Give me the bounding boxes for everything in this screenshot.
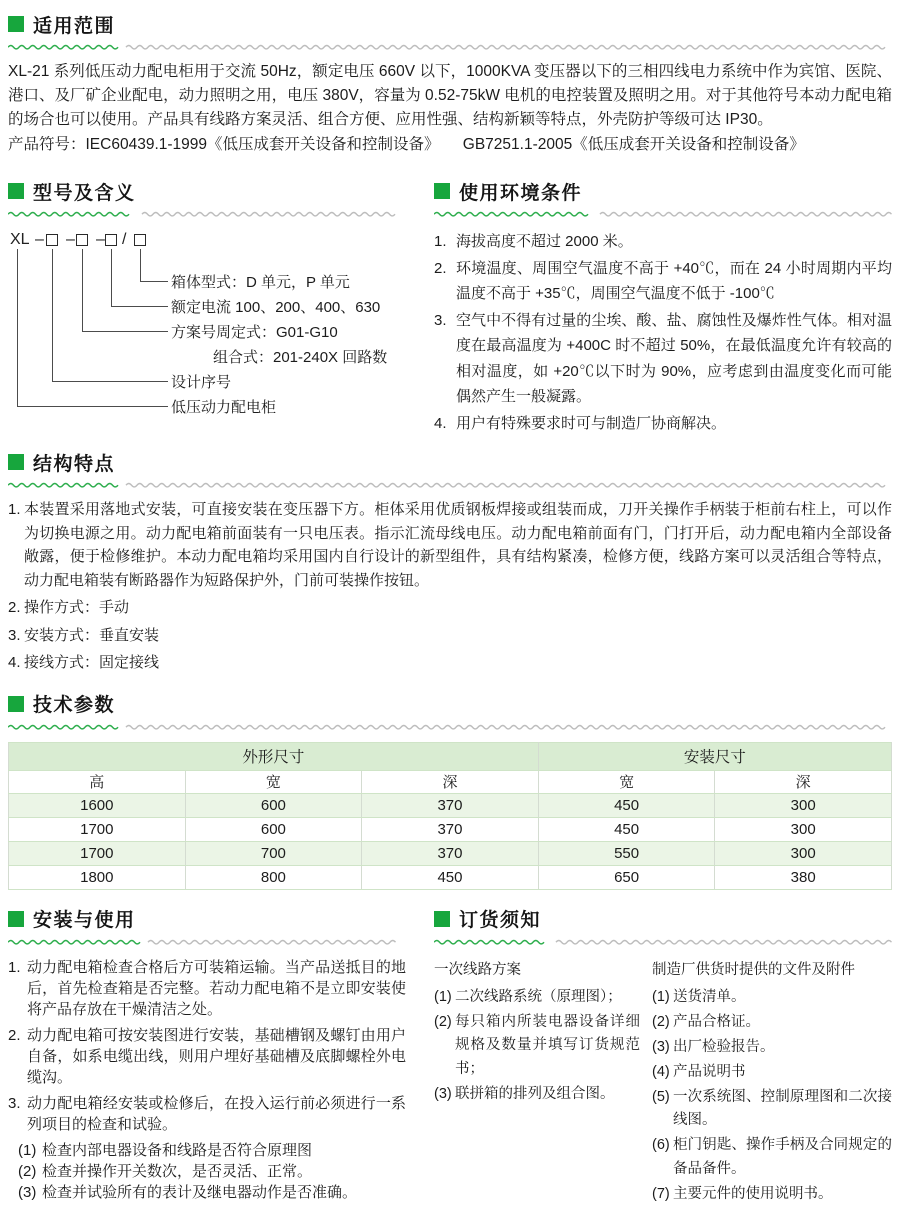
wavy-divider	[8, 210, 406, 218]
item-number: 3.	[8, 626, 21, 644]
code-label: 低压动力配电柜	[171, 399, 277, 416]
code-placeholder-box	[134, 234, 146, 246]
install-sub-list	[18, 1140, 406, 1203]
square-bullet-icon	[8, 696, 24, 712]
code-placeholder-box	[76, 234, 88, 246]
item-number: (2)	[18, 1162, 37, 1180]
section-tech	[8, 693, 892, 890]
table-cell: 300	[715, 817, 892, 841]
list-item	[8, 957, 406, 1020]
item-number: 2.	[8, 599, 21, 616]
install-list	[8, 957, 406, 1203]
ordering-subheading: 一次线路方案	[434, 961, 521, 978]
list-item	[652, 986, 892, 1010]
item-number: (6)	[652, 1137, 670, 1153]
list-item	[434, 1011, 640, 1082]
list-item	[434, 256, 892, 307]
table-cell: 380	[715, 865, 892, 889]
table-cell: 1800	[9, 865, 186, 889]
item-text: 用户有特殊要求时可与制造厂协商解决。	[456, 414, 727, 432]
table-cell: 550	[538, 841, 715, 865]
list-item	[434, 986, 640, 1010]
table-header-row	[9, 770, 892, 793]
item-number: 3.	[8, 1094, 21, 1112]
square-bullet-icon	[8, 911, 24, 927]
wavy-divider	[8, 481, 892, 489]
section-header	[8, 693, 892, 715]
table-cell: 650	[538, 865, 715, 889]
table-cell: 300	[715, 841, 892, 865]
code-dash: –	[35, 231, 44, 248]
code-dash: –	[66, 231, 75, 248]
table-cell: 450	[538, 793, 715, 817]
item-text: 检查并试验所有的表计及继电器动作是否准确。	[42, 1183, 358, 1201]
section-header	[8, 451, 892, 473]
list-item	[652, 1134, 892, 1181]
item-text: 柜门钥匙、操作手柄及合同规定的备品备件。	[673, 1137, 892, 1177]
code-label: 方案号周定式：G01-G10	[171, 324, 338, 341]
code-placeholder-box	[105, 234, 117, 246]
list-item	[8, 651, 892, 675]
item-text: 安装方式：垂直安装	[24, 626, 160, 644]
ordering-right-column	[652, 958, 892, 1208]
list-item	[652, 1011, 892, 1035]
section-header	[8, 908, 406, 930]
list-item	[8, 1093, 406, 1135]
environment-list	[434, 229, 892, 436]
table-cell: 1700	[9, 817, 186, 841]
table-cell: 宽	[185, 770, 362, 793]
item-text: 二次线路系统（原理图）；	[455, 988, 622, 1005]
item-number: (3)	[652, 1038, 670, 1055]
table-cell: 外形尺寸	[9, 742, 539, 770]
section-header	[8, 13, 892, 35]
list-item	[8, 498, 892, 592]
item-text: 操作方式：手动	[24, 599, 130, 616]
item-text: 一次系统图、控制原理图和二次接线图。	[673, 1088, 892, 1128]
item-number: 4.	[434, 414, 447, 432]
code-placeholder-box	[46, 234, 58, 246]
item-text: 每只箱内所装电器设备详细规格及数量并填写订货规范书；	[455, 1013, 640, 1077]
table-group-header-row	[9, 742, 892, 770]
square-bullet-icon	[8, 16, 24, 32]
item-text: 动力配电箱可按安装图进行安装，基础槽钢及螺钉由用户自备，如系电缆出线，则用户埋好基础槽及底脚螺栓外电缆沟。	[27, 1026, 406, 1086]
table-cell: 600	[185, 793, 362, 817]
section-title: 安装与使用	[33, 910, 136, 931]
code-label: 额定电流 100、200、400、630	[171, 299, 381, 316]
wavy-divider	[8, 723, 892, 731]
table-cell: 宽	[538, 770, 715, 793]
table-row	[9, 841, 892, 865]
item-text: 联拼箱的排列及组合图。	[455, 1085, 615, 1102]
section-model	[8, 180, 406, 437]
item-number: (1)	[652, 988, 670, 1005]
code-prefix: XL	[10, 231, 30, 248]
item-text: 环境温度、周围空气温度不高于 +40℃，而在 24 小时周期内平均温度不高于 +35℃，周围空气温度不低于 -100℃	[456, 259, 892, 302]
code-label: 箱体型式：D 单元，P 单元	[171, 274, 350, 291]
section-environment	[434, 180, 892, 437]
item-number: (7)	[652, 1185, 670, 1202]
item-text: 送货清单。	[673, 988, 746, 1005]
item-number: 1.	[8, 501, 21, 518]
wavy-divider	[8, 43, 892, 51]
square-bullet-icon	[434, 183, 450, 199]
table-cell: 安装尺寸	[538, 742, 891, 770]
item-number: (3)	[434, 1085, 452, 1102]
table-cell: 800	[185, 865, 362, 889]
ordering-left-column	[434, 958, 640, 1208]
section-scope	[8, 13, 892, 157]
connector-line	[17, 249, 168, 407]
list-item	[18, 1140, 406, 1161]
table-cell: 370	[362, 817, 539, 841]
table-cell: 600	[185, 817, 362, 841]
list-item	[434, 229, 892, 255]
model-code-diagram	[8, 231, 406, 427]
item-text: 检查并操作开关数次，是否灵活、正常。	[42, 1162, 313, 1180]
item-number: (1)	[18, 1141, 37, 1159]
list-item	[8, 596, 892, 620]
list-item	[652, 1183, 892, 1207]
middle-row	[8, 180, 892, 437]
table-cell: 450	[538, 817, 715, 841]
wavy-divider	[434, 210, 892, 218]
item-text: 主要元件的使用说明书。	[673, 1185, 833, 1202]
table-cell: 700	[185, 841, 362, 865]
section-ordering	[434, 908, 892, 1208]
item-text: 产品说明书	[673, 1063, 746, 1080]
list-item	[652, 1086, 892, 1133]
section-title: 订货须知	[459, 910, 542, 931]
table-cell: 1700	[9, 841, 186, 865]
scope-paragraph: XL-21 系列低压动力配电柜用于交流 50Hz，额定电压 660V 以下，1000KVA 变压器以下的三相四线电力系统中作为宾馆、医院、港口、及厂矿企业配电，动力照明之用，电压 380V，容量为 0.52-75kW 电机的电控装置及照明之用。对于其他符号本动力配电箱的场合也可以使用。产品具有线路方案灵活、组合方便、应用性强、结构新颖等特点，外壳防护等级可达 IP30。	[8, 63, 892, 128]
item-text: 接线方式：固定接线	[24, 654, 160, 671]
code-label: 组合式：201-240X 回路数	[213, 349, 388, 366]
spec-table	[8, 742, 892, 890]
item-number: (3)	[18, 1183, 37, 1201]
section-title: 使用环境条件	[459, 182, 583, 204]
item-number: 1.	[434, 233, 447, 250]
item-text: 检查内部电器设备和线路是否符合原理图	[42, 1141, 313, 1159]
item-number: 1.	[8, 958, 21, 976]
section-title: 技术参数	[33, 695, 116, 716]
list-item	[652, 1036, 892, 1060]
table-row	[9, 865, 892, 889]
table-cell: 370	[362, 793, 539, 817]
code-slash: /	[122, 231, 127, 248]
item-text: 产品合格证。	[673, 1013, 760, 1030]
section-structure	[8, 451, 892, 675]
item-number: 3.	[434, 311, 447, 329]
list-item	[434, 411, 892, 437]
item-text: 海拔高度不超过 2000 米。	[456, 233, 633, 250]
item-number: 2.	[8, 1026, 21, 1044]
section-header	[8, 180, 406, 202]
item-number: (1)	[434, 988, 452, 1005]
wavy-divider	[8, 938, 406, 946]
item-number: (4)	[652, 1063, 670, 1080]
item-text: 动力配电箱经安装或检修后，在投入运行前必须进行一系列项目的检查和试验。	[27, 1094, 406, 1133]
square-bullet-icon	[8, 454, 24, 470]
section-title: 适用范围	[33, 15, 116, 37]
ordering-subheading: 制造厂供货时提供的文件及附件	[652, 961, 855, 978]
list-item	[434, 1083, 640, 1107]
table-cell: 300	[715, 793, 892, 817]
ordering-columns	[434, 958, 892, 1208]
square-bullet-icon	[434, 911, 450, 927]
code-label: 设计序号	[171, 374, 232, 391]
table-cell: 高	[9, 770, 186, 793]
product-standards-line: 产品符号：IEC60439.1-1999《低压成套开关设备和控制设备》 GB7251.1-2005《低压成套开关设备和控制设备》	[8, 136, 805, 153]
section-header	[434, 180, 892, 202]
table-row	[9, 817, 892, 841]
item-text: 出厂检验报告。	[673, 1038, 775, 1055]
square-bullet-icon	[8, 183, 24, 199]
table-cell: 深	[362, 770, 539, 793]
section-install	[8, 908, 406, 1208]
table-cell: 深	[715, 770, 892, 793]
item-text: 动力配电箱检查合格后方可装箱运输。当产品送抵目的地后，首先检查箱是否完整。若动力配电箱不是立即安装使将产品存放在干燥清洁之处。	[27, 958, 406, 1018]
list-item	[652, 1061, 892, 1085]
list-item	[434, 308, 892, 410]
section-title: 结构特点	[33, 453, 116, 475]
table-cell: 450	[362, 865, 539, 889]
item-text: 本装置采用落地式安装，可直接安装在变压器下方。柜体采用优质钢板焊接或组装而成，刀开关操作手柄装于柜前右柱上，可以作为切换电源之用。动力配电箱前面装有一只电压表。指示汇流母线电压。动力配电箱前面有门，门打开后，动力配电箱内全部设备敞露，便于检修维护。本动力配电箱均采用国内自行设计的新型组件，具有结构紧凑，检修方便，线路方案可以灵活组合等特点，动力配电箱装有断路器作为短路保护外，门前可装操作按钮。	[24, 501, 892, 589]
item-number: 2.	[434, 259, 447, 277]
table-cell: 370	[362, 841, 539, 865]
wavy-divider	[434, 938, 892, 946]
item-number: 4.	[8, 654, 21, 671]
table-row	[9, 793, 892, 817]
table-cell: 1600	[9, 793, 186, 817]
list-item	[18, 1182, 406, 1203]
item-number: (5)	[652, 1088, 670, 1105]
list-item	[8, 624, 892, 648]
section-title: 型号及含义	[33, 182, 136, 204]
list-item	[8, 1025, 406, 1088]
item-text: 空气中不得有过量的尘埃、酸、盐、腐蚀性及爆炸性气体。相对温度在最高温度为 +400C 时不超过 50%，在最低温度允许有较高的相对温度，如 +20℃以下时为 90%，应考虑到由温度变化而可能偶然产生一般凝露。	[456, 311, 892, 405]
item-number: (2)	[434, 1013, 452, 1030]
section-header	[434, 908, 892, 930]
item-number: (2)	[652, 1013, 670, 1030]
code-dash: –	[96, 231, 105, 248]
bottom-row	[8, 908, 892, 1208]
list-item	[18, 1161, 406, 1182]
